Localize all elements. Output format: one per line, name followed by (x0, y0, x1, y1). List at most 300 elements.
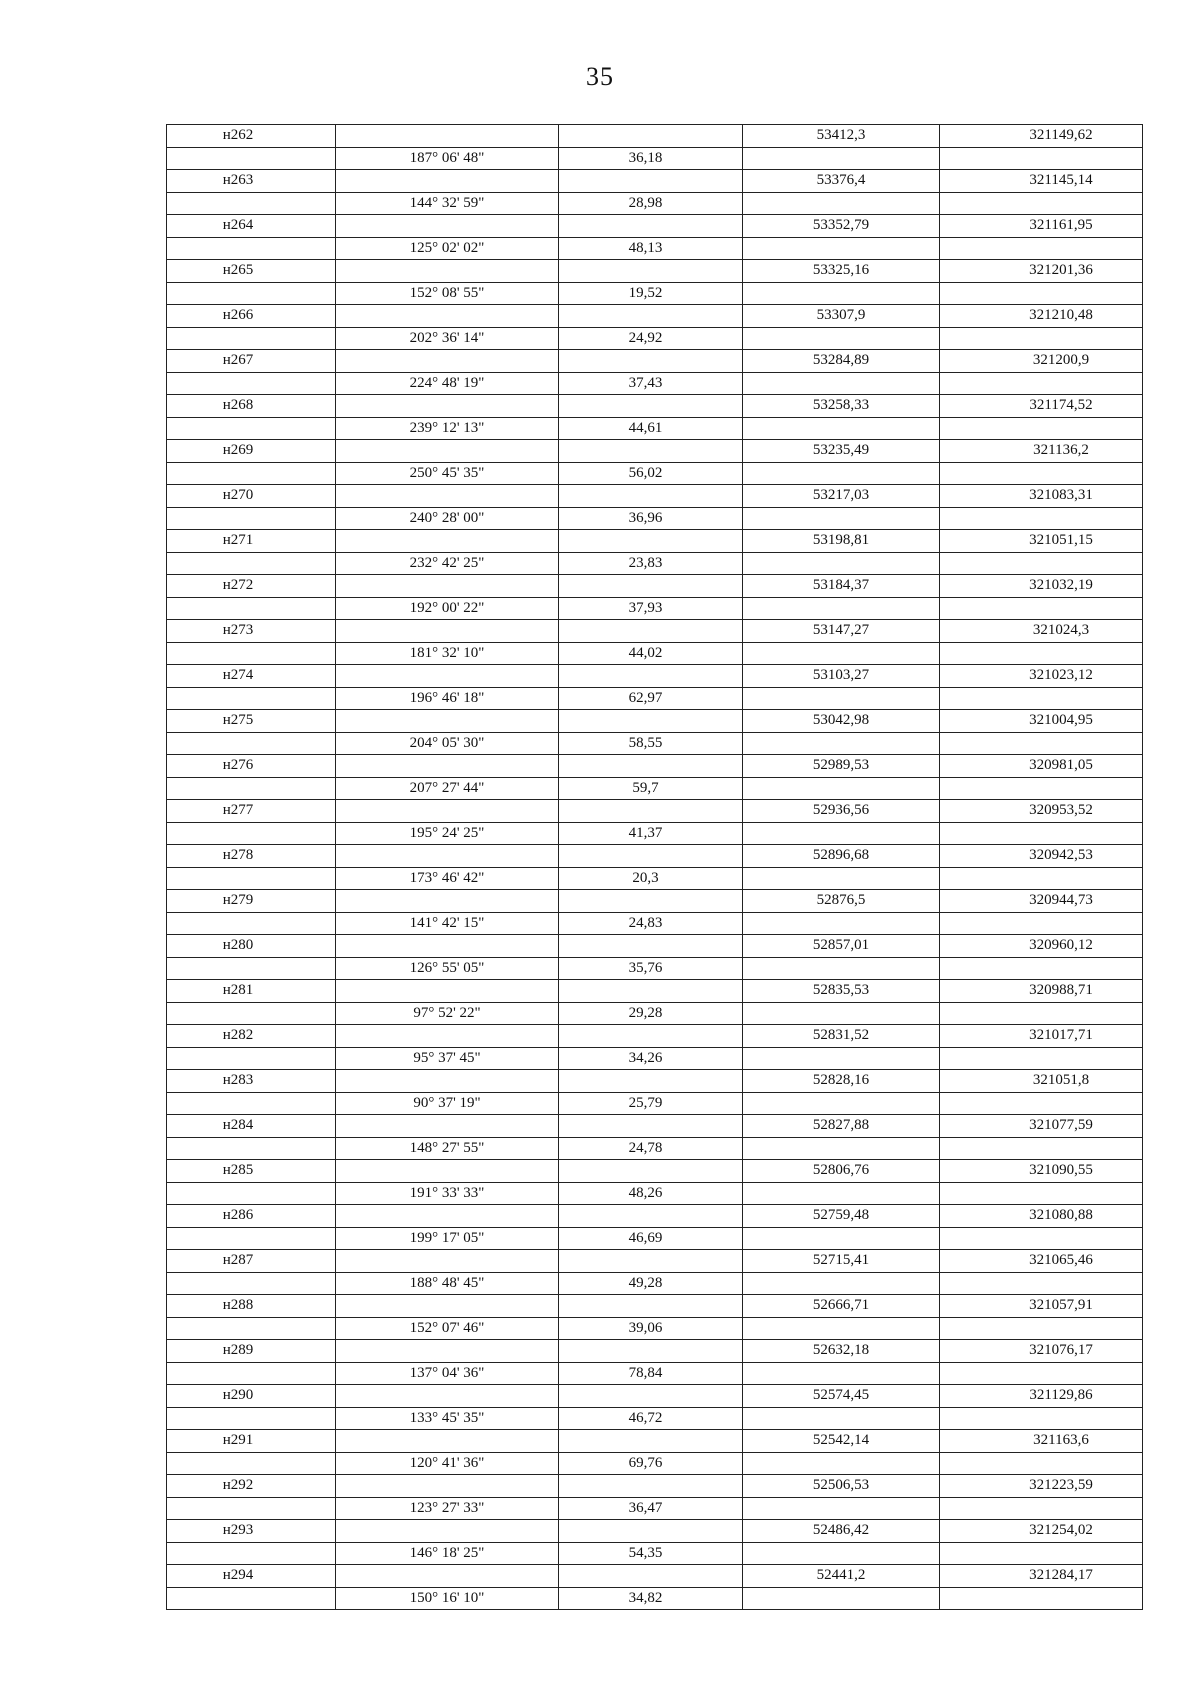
direction-angle-cell: 207° 27' 44" (336, 777, 559, 800)
y-coordinate-cell: 320953,52 (940, 800, 1143, 823)
segment-length-cell (559, 350, 743, 373)
segment-row (167, 1002, 1143, 1025)
x-coordinate-cell: 52574,45 (743, 1385, 940, 1408)
y-coordinate-cell (940, 1182, 1143, 1205)
x-coordinate-cell: 53325,16 (743, 260, 940, 283)
direction-angle-cell (336, 260, 559, 283)
segment-row (167, 1137, 1143, 1160)
direction-angle-cell (336, 530, 559, 553)
segment-row (167, 597, 1143, 620)
segment-length-cell: 62,97 (559, 687, 743, 710)
point-row (167, 620, 1143, 643)
y-coordinate-cell: 321083,31 (940, 485, 1143, 508)
segment-row (167, 867, 1143, 890)
y-coordinate-cell: 321057,91 (940, 1295, 1143, 1318)
segment-length-cell: 20,3 (559, 867, 743, 890)
segment-row (167, 687, 1143, 710)
point-row (167, 395, 1143, 418)
segment-length-cell (559, 260, 743, 283)
segment-length-cell: 36,47 (559, 1497, 743, 1520)
segment-length-cell: 39,06 (559, 1317, 743, 1340)
segment-length-cell: 23,83 (559, 552, 743, 575)
direction-angle-cell (336, 1250, 559, 1273)
segment-row (167, 372, 1143, 395)
point-row (167, 1475, 1143, 1498)
point-id-cell (167, 597, 336, 620)
point-row (167, 1340, 1143, 1363)
segment-length-cell: 24,83 (559, 912, 743, 935)
direction-angle-cell (336, 215, 559, 238)
segment-length-cell (559, 1115, 743, 1138)
direction-angle-cell: 250° 45' 35" (336, 462, 559, 485)
direction-angle-cell: 192° 00' 22" (336, 597, 559, 620)
segment-row (167, 1182, 1143, 1205)
point-id-cell (167, 237, 336, 260)
direction-angle-cell: 196° 46' 18" (336, 687, 559, 710)
x-coordinate-cell: 52506,53 (743, 1475, 940, 1498)
y-coordinate-cell (940, 687, 1143, 710)
x-coordinate-cell: 52441,2 (743, 1565, 940, 1588)
y-coordinate-cell (940, 867, 1143, 890)
direction-angle-cell: 199° 17' 05" (336, 1227, 559, 1250)
x-coordinate-cell: 53184,37 (743, 575, 940, 598)
point-id-cell (167, 1182, 336, 1205)
y-coordinate-cell (940, 1227, 1143, 1250)
point-row (167, 1430, 1143, 1453)
point-row (167, 1385, 1143, 1408)
direction-angle-cell (336, 755, 559, 778)
x-coordinate-cell (743, 957, 940, 980)
point-id-cell (167, 282, 336, 305)
y-coordinate-cell: 321017,71 (940, 1025, 1143, 1048)
y-coordinate-cell: 321174,52 (940, 395, 1143, 418)
point-id-cell (167, 552, 336, 575)
segment-row (167, 237, 1143, 260)
segment-row (167, 1047, 1143, 1070)
x-coordinate-cell: 52835,53 (743, 980, 940, 1003)
x-coordinate-cell: 52666,71 (743, 1295, 940, 1318)
x-coordinate-cell (743, 282, 940, 305)
point-id-cell: н275 (167, 710, 336, 733)
y-coordinate-cell: 321149,62 (940, 125, 1143, 148)
y-coordinate-cell (940, 327, 1143, 350)
point-row (167, 1070, 1143, 1093)
segment-row (167, 822, 1143, 845)
x-coordinate-cell: 53284,89 (743, 350, 940, 373)
y-coordinate-cell (940, 147, 1143, 170)
y-coordinate-cell (940, 282, 1143, 305)
point-row (167, 530, 1143, 553)
segment-length-cell: 44,61 (559, 417, 743, 440)
x-coordinate-cell (743, 1047, 940, 1070)
point-id-cell: н269 (167, 440, 336, 463)
segment-length-cell (559, 1250, 743, 1273)
direction-angle-cell (336, 1565, 559, 1588)
x-coordinate-cell: 52989,53 (743, 755, 940, 778)
y-coordinate-cell: 321077,59 (940, 1115, 1143, 1138)
x-coordinate-cell (743, 732, 940, 755)
point-id-cell: н291 (167, 1430, 336, 1453)
segment-length-cell (559, 1160, 743, 1183)
segment-row (167, 1317, 1143, 1340)
direction-angle-cell (336, 845, 559, 868)
direction-angle-cell (336, 1025, 559, 1048)
direction-angle-cell (336, 1385, 559, 1408)
segment-row (167, 1092, 1143, 1115)
x-coordinate-cell (743, 1587, 940, 1610)
segment-row (167, 1227, 1143, 1250)
x-coordinate-cell (743, 777, 940, 800)
x-coordinate-cell: 52715,41 (743, 1250, 940, 1273)
segment-length-cell (559, 1295, 743, 1318)
segment-length-cell: 54,35 (559, 1542, 743, 1565)
point-row (167, 260, 1143, 283)
point-id-cell (167, 1542, 336, 1565)
point-id-cell: н271 (167, 530, 336, 553)
point-id-cell: н294 (167, 1565, 336, 1588)
direction-angle-cell: 144° 32' 59" (336, 192, 559, 215)
segment-length-cell (559, 1520, 743, 1543)
point-row (167, 935, 1143, 958)
point-id-cell: н277 (167, 800, 336, 823)
direction-angle-cell (336, 170, 559, 193)
point-id-cell: н276 (167, 755, 336, 778)
direction-angle-cell (336, 665, 559, 688)
point-id-cell (167, 1137, 336, 1160)
direction-angle-cell: 90° 37' 19" (336, 1092, 559, 1115)
point-row (167, 1250, 1143, 1273)
point-id-cell (167, 822, 336, 845)
segment-row (167, 1362, 1143, 1385)
segment-length-cell: 28,98 (559, 192, 743, 215)
direction-angle-cell: 232° 42' 25" (336, 552, 559, 575)
point-id-cell: н287 (167, 1250, 336, 1273)
point-id-cell: н274 (167, 665, 336, 688)
segment-length-cell (559, 1340, 743, 1363)
segment-length-cell: 48,26 (559, 1182, 743, 1205)
point-id-cell: н293 (167, 1520, 336, 1543)
point-id-cell: н290 (167, 1385, 336, 1408)
segment-row (167, 462, 1143, 485)
x-coordinate-cell: 52896,68 (743, 845, 940, 868)
y-coordinate-cell (940, 192, 1143, 215)
direction-angle-cell: 191° 33' 33" (336, 1182, 559, 1205)
direction-angle-cell (336, 485, 559, 508)
x-coordinate-cell (743, 867, 940, 890)
point-row (167, 980, 1143, 1003)
segment-length-cell: 41,37 (559, 822, 743, 845)
point-id-cell (167, 417, 336, 440)
direction-angle-cell: 224° 48' 19" (336, 372, 559, 395)
segment-length-cell: 36,96 (559, 507, 743, 530)
segment-length-cell: 49,28 (559, 1272, 743, 1295)
direction-angle-cell (336, 980, 559, 1003)
x-coordinate-cell (743, 327, 940, 350)
x-coordinate-cell: 53042,98 (743, 710, 940, 733)
segment-length-cell: 37,43 (559, 372, 743, 395)
direction-angle-cell (336, 1520, 559, 1543)
y-coordinate-cell: 320981,05 (940, 755, 1143, 778)
x-coordinate-cell: 52831,52 (743, 1025, 940, 1048)
x-coordinate-cell: 53412,3 (743, 125, 940, 148)
point-row (167, 575, 1143, 598)
point-row (167, 1295, 1143, 1318)
y-coordinate-cell (940, 1092, 1143, 1115)
segment-length-cell: 35,76 (559, 957, 743, 980)
segment-row (167, 1407, 1143, 1430)
segment-length-cell (559, 125, 743, 148)
segment-row (167, 1497, 1143, 1520)
segment-length-cell (559, 1430, 743, 1453)
direction-angle-cell: 181° 32' 10" (336, 642, 559, 665)
y-coordinate-cell (940, 1362, 1143, 1385)
direction-angle-cell: 141° 42' 15" (336, 912, 559, 935)
direction-angle-cell: 173° 46' 42" (336, 867, 559, 890)
x-coordinate-cell: 53307,9 (743, 305, 940, 328)
direction-angle-cell: 240° 28' 00" (336, 507, 559, 530)
y-coordinate-cell: 321023,12 (940, 665, 1143, 688)
point-id-cell (167, 1497, 336, 1520)
x-coordinate-cell (743, 192, 940, 215)
x-coordinate-cell: 53376,4 (743, 170, 940, 193)
segment-row (167, 1452, 1143, 1475)
segment-length-cell (559, 395, 743, 418)
segment-length-cell: 37,93 (559, 597, 743, 620)
segment-length-cell: 58,55 (559, 732, 743, 755)
direction-angle-cell (336, 575, 559, 598)
point-id-cell (167, 1452, 336, 1475)
x-coordinate-cell (743, 1497, 940, 1520)
direction-angle-cell: 120° 41' 36" (336, 1452, 559, 1475)
y-coordinate-cell (940, 597, 1143, 620)
y-coordinate-cell (940, 642, 1143, 665)
x-coordinate-cell: 53258,33 (743, 395, 940, 418)
point-id-cell: н268 (167, 395, 336, 418)
point-id-cell (167, 462, 336, 485)
point-id-cell (167, 1362, 336, 1385)
x-coordinate-cell (743, 822, 940, 845)
segment-length-cell (559, 305, 743, 328)
x-coordinate-cell: 52632,18 (743, 1340, 940, 1363)
x-coordinate-cell (743, 1542, 940, 1565)
y-coordinate-cell (940, 552, 1143, 575)
direction-angle-cell: 152° 07' 46" (336, 1317, 559, 1340)
x-coordinate-cell (743, 462, 940, 485)
point-row (167, 845, 1143, 868)
y-coordinate-cell (940, 462, 1143, 485)
x-coordinate-cell: 52936,56 (743, 800, 940, 823)
segment-length-cell (559, 530, 743, 553)
segment-length-cell: 34,26 (559, 1047, 743, 1070)
segment-length-cell: 24,92 (559, 327, 743, 350)
point-id-cell: н289 (167, 1340, 336, 1363)
x-coordinate-cell (743, 1137, 940, 1160)
y-coordinate-cell: 321051,15 (940, 530, 1143, 553)
x-coordinate-cell (743, 912, 940, 935)
y-coordinate-cell: 321201,36 (940, 260, 1143, 283)
x-coordinate-cell (743, 1317, 940, 1340)
segment-length-cell: 78,84 (559, 1362, 743, 1385)
direction-angle-cell: 202° 36' 14" (336, 327, 559, 350)
direction-angle-cell: 188° 48' 45" (336, 1272, 559, 1295)
direction-angle-cell: 133° 45' 35" (336, 1407, 559, 1430)
y-coordinate-cell: 320960,12 (940, 935, 1143, 958)
direction-angle-cell: 97° 52' 22" (336, 1002, 559, 1025)
point-row (167, 350, 1143, 373)
point-id-cell (167, 777, 336, 800)
direction-angle-cell: 148° 27' 55" (336, 1137, 559, 1160)
x-coordinate-cell (743, 147, 940, 170)
point-id-cell: н281 (167, 980, 336, 1003)
segment-row (167, 192, 1143, 215)
direction-angle-cell: 146° 18' 25" (336, 1542, 559, 1565)
direction-angle-cell: 239° 12' 13" (336, 417, 559, 440)
y-coordinate-cell (940, 957, 1143, 980)
direction-angle-cell: 95° 37' 45" (336, 1047, 559, 1070)
y-coordinate-cell: 321223,59 (940, 1475, 1143, 1498)
y-coordinate-cell: 321200,9 (940, 350, 1143, 373)
segment-length-cell (559, 935, 743, 958)
direction-angle-cell (336, 710, 559, 733)
segment-row (167, 912, 1143, 935)
y-coordinate-cell: 321161,95 (940, 215, 1143, 238)
point-row (167, 890, 1143, 913)
segment-length-cell (559, 980, 743, 1003)
segment-row (167, 642, 1143, 665)
y-coordinate-cell (940, 1452, 1143, 1475)
direction-angle-cell (336, 1205, 559, 1228)
y-coordinate-cell: 321254,02 (940, 1520, 1143, 1543)
point-row (167, 125, 1143, 148)
point-row (167, 1205, 1143, 1228)
point-id-cell (167, 642, 336, 665)
segment-length-cell (559, 620, 743, 643)
x-coordinate-cell (743, 1407, 940, 1430)
point-id-cell: н266 (167, 305, 336, 328)
segment-length-cell (559, 710, 743, 733)
y-coordinate-cell (940, 1497, 1143, 1520)
y-coordinate-cell: 321210,48 (940, 305, 1143, 328)
x-coordinate-cell (743, 417, 940, 440)
point-id-cell (167, 732, 336, 755)
segment-length-cell: 44,02 (559, 642, 743, 665)
y-coordinate-cell (940, 417, 1143, 440)
x-coordinate-cell: 52876,5 (743, 890, 940, 913)
x-coordinate-cell: 52827,88 (743, 1115, 940, 1138)
x-coordinate-cell: 53198,81 (743, 530, 940, 553)
x-coordinate-cell: 52542,14 (743, 1430, 940, 1453)
segment-length-cell (559, 755, 743, 778)
point-id-cell: н262 (167, 125, 336, 148)
segment-length-cell (559, 800, 743, 823)
point-id-cell: н286 (167, 1205, 336, 1228)
direction-angle-cell (336, 1070, 559, 1093)
point-id-cell (167, 1272, 336, 1295)
direction-angle-cell (336, 620, 559, 643)
point-id-cell (167, 912, 336, 935)
y-coordinate-cell: 320942,53 (940, 845, 1143, 868)
y-coordinate-cell: 321076,17 (940, 1340, 1143, 1363)
point-id-cell: н285 (167, 1160, 336, 1183)
point-id-cell (167, 1587, 336, 1610)
segment-row (167, 777, 1143, 800)
x-coordinate-cell (743, 1452, 940, 1475)
y-coordinate-cell (940, 1047, 1143, 1070)
segment-length-cell: 25,79 (559, 1092, 743, 1115)
point-id-cell: н280 (167, 935, 336, 958)
direction-angle-cell: 152° 08' 55" (336, 282, 559, 305)
segment-length-cell: 29,28 (559, 1002, 743, 1025)
x-coordinate-cell (743, 1362, 940, 1385)
y-coordinate-cell: 321032,19 (940, 575, 1143, 598)
segment-length-cell: 34,82 (559, 1587, 743, 1610)
point-row (167, 710, 1143, 733)
point-row (167, 440, 1143, 463)
point-id-cell: н264 (167, 215, 336, 238)
y-coordinate-cell (940, 1002, 1143, 1025)
point-row (167, 755, 1143, 778)
point-id-cell: н283 (167, 1070, 336, 1093)
x-coordinate-cell: 52759,48 (743, 1205, 940, 1228)
segment-length-cell: 69,76 (559, 1452, 743, 1475)
point-row (167, 1520, 1143, 1543)
x-coordinate-cell (743, 1092, 940, 1115)
point-id-cell: н272 (167, 575, 336, 598)
segment-length-cell (559, 1475, 743, 1498)
point-id-cell: н273 (167, 620, 336, 643)
point-id-cell (167, 1227, 336, 1250)
point-id-cell: н265 (167, 260, 336, 283)
point-id-cell: н282 (167, 1025, 336, 1048)
segment-length-cell: 46,69 (559, 1227, 743, 1250)
point-id-cell (167, 867, 336, 890)
point-row (167, 305, 1143, 328)
segment-length-cell (559, 485, 743, 508)
segment-length-cell (559, 440, 743, 463)
point-id-cell (167, 147, 336, 170)
point-id-cell (167, 1092, 336, 1115)
y-coordinate-cell (940, 1542, 1143, 1565)
direction-angle-cell (336, 800, 559, 823)
y-coordinate-cell: 321136,2 (940, 440, 1143, 463)
x-coordinate-cell (743, 507, 940, 530)
point-row (167, 485, 1143, 508)
segment-row (167, 552, 1143, 575)
x-coordinate-cell (743, 1227, 940, 1250)
segment-row (167, 417, 1143, 440)
point-id-cell: н279 (167, 890, 336, 913)
point-row (167, 1565, 1143, 1588)
segment-length-cell (559, 575, 743, 598)
x-coordinate-cell: 53217,03 (743, 485, 940, 508)
y-coordinate-cell: 321284,17 (940, 1565, 1143, 1588)
page-number: 35 (586, 62, 614, 91)
x-coordinate-cell: 53235,49 (743, 440, 940, 463)
segment-length-cell: 19,52 (559, 282, 743, 305)
point-row (167, 665, 1143, 688)
y-coordinate-cell (940, 237, 1143, 260)
point-row (167, 215, 1143, 238)
point-id-cell (167, 327, 336, 350)
direction-angle-cell (336, 890, 559, 913)
y-coordinate-cell (940, 732, 1143, 755)
x-coordinate-cell (743, 687, 940, 710)
segment-row (167, 147, 1143, 170)
y-coordinate-cell (940, 1407, 1143, 1430)
segment-length-cell (559, 1025, 743, 1048)
point-id-cell: н263 (167, 170, 336, 193)
y-coordinate-cell (940, 822, 1143, 845)
